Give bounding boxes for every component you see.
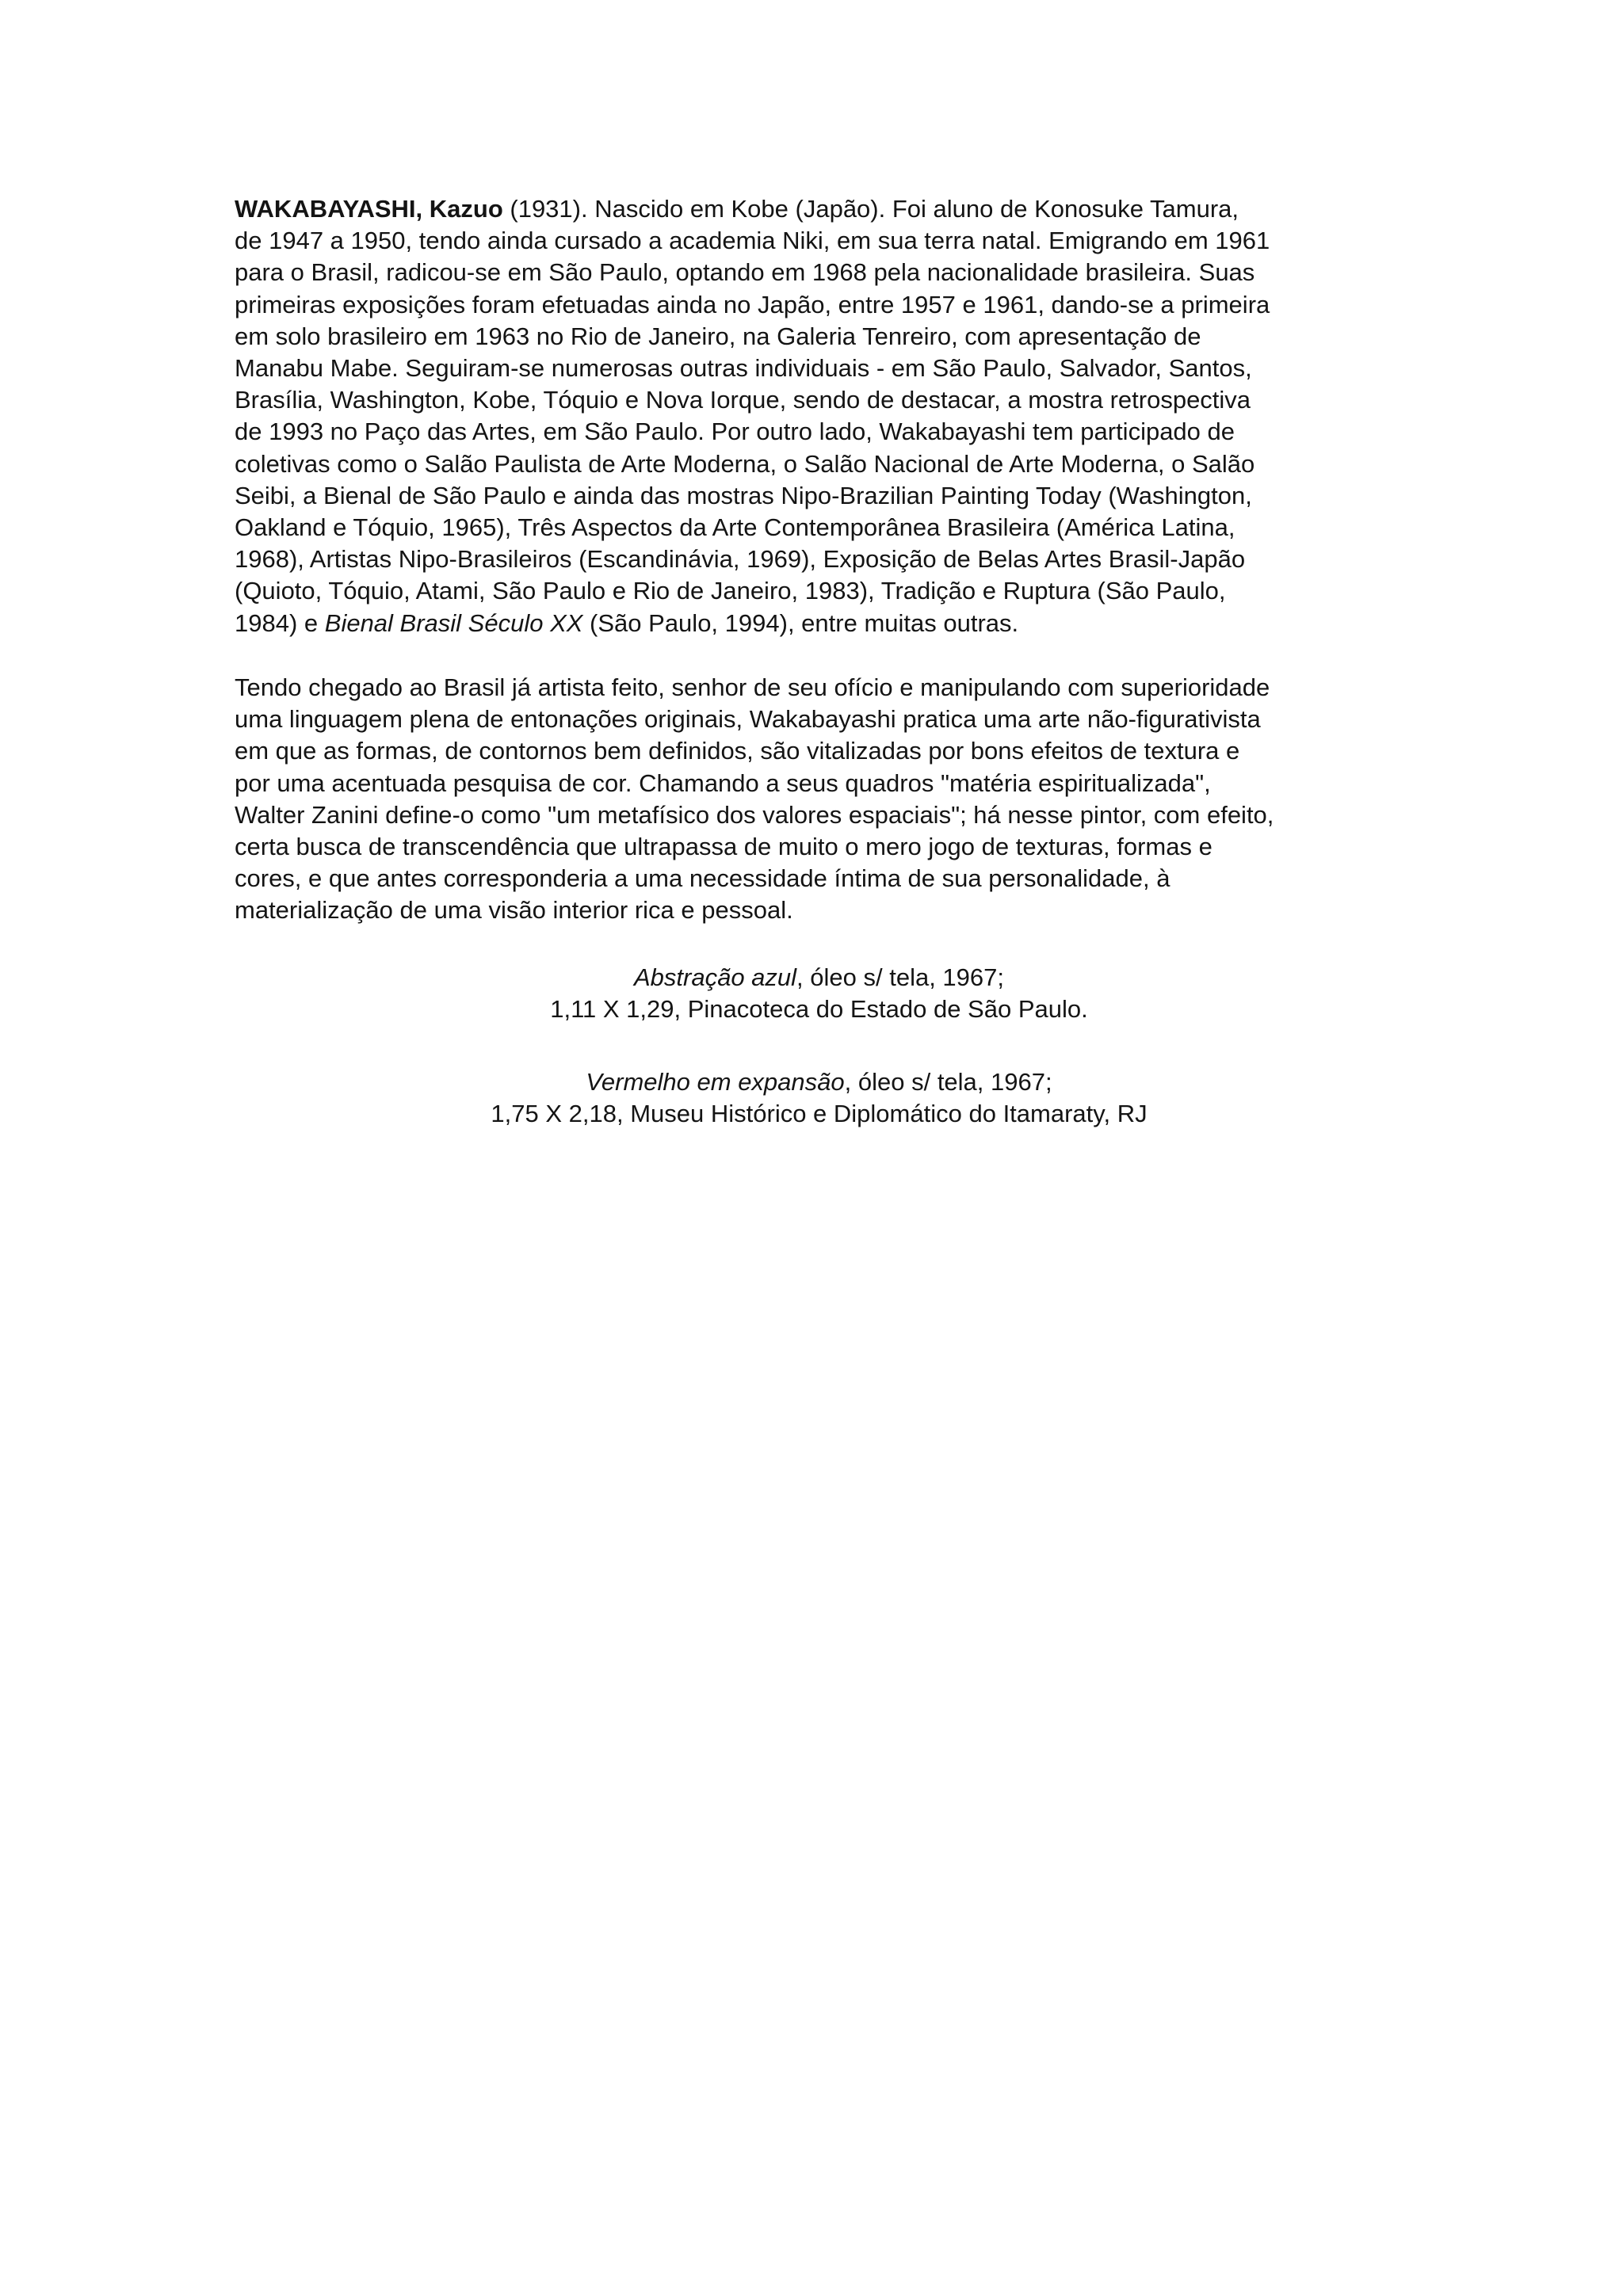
bio-line: Brasília, Washington, Kobe, Tóquio e Nova Iorque, sendo de destacar, a mostra retrospectiva [235,386,1251,414]
artwork-title: Vermelho em expansão [586,1068,845,1096]
critique-line: por uma acentuada pesquisa de cor. Chamando a seus quadros "matéria espiritualizada", [235,769,1211,797]
bio-line: Oakland e Tóquio, 1965), Três Aspectos da Arte Contemporânea Brasileira (América Latina, [235,513,1235,542]
bio-line: coletivas como o Salão Paulista de Arte Moderna, o Salão Nacional de Arte Moderna, o Salão [235,449,1255,478]
bio-line: Seibi, a Bienal de São Paulo e ainda das mostras Nipo-Brazilian Painting Today (Washington, [235,481,1252,509]
bio-line: 1984) e Bienal Brasil Século XX (São Paulo, 1994), entre muitas outras. [235,608,1019,637]
critique-line: materialização de uma visão interior rica e pessoal. [235,896,793,925]
critique-line: cores, e que antes corresponderia a uma necessidade íntima de sua personalidade, à [235,864,1170,893]
bio-line: de 1993 no Paço das Artes, em São Paulo. Por outro lado, Wakabayashi tem participado de [235,418,1235,446]
critique-line: Tendo chegado ao Brasil já artista feito, senhor de seu ofício e manipulando com superioridade [235,673,1270,701]
critique-line: certa busca de transcendência que ultrapassa de muito o mero jogo de texturas, formas e [235,833,1212,861]
bio-line: 1968), Artistas Nipo-Brasileiros (Escandinávia, 1969), Exposição de Belas Artes Brasil-Japão [235,545,1246,574]
critique-line: em que as formas, de contornos bem definidos, são vitalizadas por bons efeitos de textura e [235,737,1240,765]
bio-line: em solo brasileiro em 1963 no Rio de Janeiro, na Galeria Tenreiro, com apresentação de [235,322,1201,350]
bio-line: (Quioto, Tóquio, Atami, São Paulo e Rio de Janeiro, 1983), Tradição e Ruptura (São Paulo, [235,577,1226,605]
bio-line: primeiras exposições foram efetuadas ainda no Japão, entre 1957 e 1961, dando-se a primeira [235,290,1270,318]
artwork-dimensions-location: 1,75 X 2,18, Museu Histórico e Diplomático do Itamaraty, RJ [491,1100,1148,1128]
artwork-title-line: Vermelho em expansão, óleo s/ tela, 1967; [586,1068,1052,1096]
critique-line: uma linguagem plena de entonações originais, Wakabayashi pratica uma arte não-figurativista [235,705,1261,734]
artwork-caption [235,962,1403,1025]
artist-name: WAKABAYASHI, Kazuo [235,195,503,223]
exhibition-title: Bienal Brasil Século XX [324,608,583,637]
bio-line: WAKABAYASHI, Kazuo (1931). Nascido em Kobe (Japão). Foi aluno de Konosuke Tamura, [235,195,1239,223]
artwork-title-line: Abstração azul, óleo s/ tela, 1967; [633,963,1005,991]
bio-line: Manabu Mabe. Seguiram-se numerosas outras individuais - em São Paulo, Salvador, Santos, [235,354,1252,383]
artwork-caption [235,1066,1403,1130]
artwork-title: Abstração azul [633,963,797,991]
biography-paragraph [235,193,1403,639]
bio-line: para o Brasil, radicou-se em São Paulo, optando em 1968 pela nacionalidade brasileira. Suas [235,258,1255,287]
bio-line: de 1947 a 1950, tendo ainda cursado a academia Niki, em sua terra natal. Emigrando em 1961 [235,227,1270,255]
artwork-dimensions-location: 1,11 X 1,29, Pinacoteca do Estado de São Paulo. [550,995,1088,1024]
critique-line: Walter Zanini define-o como "um metafísico dos valores espaciais"; há nesse pintor, com efeito, [235,800,1274,829]
critique-paragraph [235,672,1403,927]
